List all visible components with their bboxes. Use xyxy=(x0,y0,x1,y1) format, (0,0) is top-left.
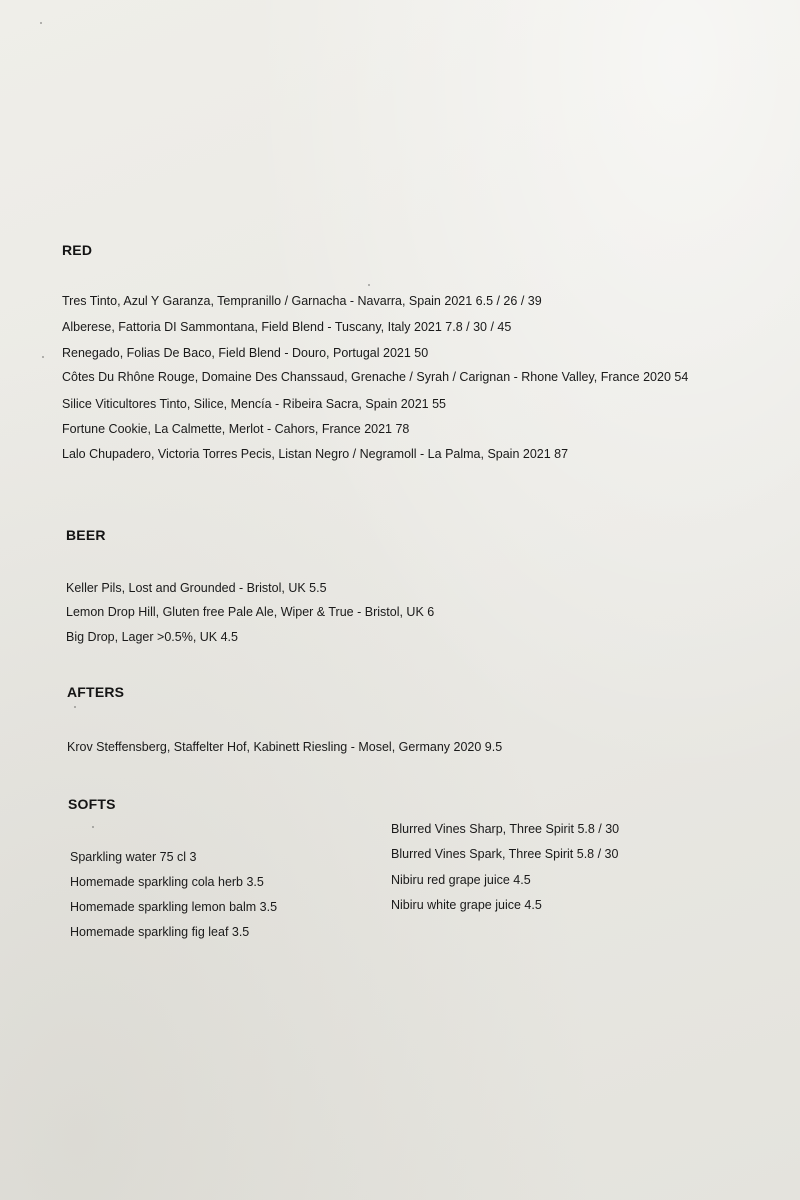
menu-item-beer-3: Big Drop, Lager >0.5%, UK 4.5 xyxy=(66,630,238,644)
paper-speck xyxy=(74,706,76,708)
menu-item-red-3: Renegado, Folias De Baco, Field Blend - Douro, Portugal 2021 50 xyxy=(62,346,429,360)
menu-item-softs-right-3: Nibiru red grape juice 4.5 xyxy=(391,873,531,887)
menu-item-red-7: Lalo Chupadero, Victoria Torres Pecis, Listan Negro / Negramoll - La Palma, Spain 2021 87 xyxy=(62,447,569,461)
menu-item-softs-right-1: Blurred Vines Sharp, Three Spirit 5.8 / 30 xyxy=(391,822,620,836)
menu-item-softs-right-2: Blurred Vines Spark, Three Spirit 5.8 / 30 xyxy=(391,847,619,861)
menu-item-red-6: Fortune Cookie, La Calmette, Merlot - Cahors, France 2021 78 xyxy=(62,422,410,436)
section-heading-beer: BEER xyxy=(66,527,106,543)
section-heading-softs: SOFTS xyxy=(68,796,116,812)
paper-speck xyxy=(42,356,44,358)
menu-item-red-2: Alberese, Fattoria DI Sammontana, Field Blend - Tuscany, Italy 2021 7.8 / 30 / 45 xyxy=(62,320,512,334)
section-heading-red: RED xyxy=(62,242,93,258)
menu-item-red-1: Tres Tinto, Azul Y Garanza, Tempranillo / Garnacha - Navarra, Spain 2021 6.5 / 26 / 39 xyxy=(62,294,542,308)
menu-item-softs-right-4: Nibiru white grape juice 4.5 xyxy=(391,898,542,912)
menu-item-afters-1: Krov Steffensberg, Staffelter Hof, Kabinett Riesling - Mosel, Germany 2020 9.5 xyxy=(67,740,503,754)
section-heading-afters: AFTERS xyxy=(67,684,125,700)
menu-item-softs-left-4: Homemade sparkling fig leaf 3.5 xyxy=(70,925,250,939)
paper-speck xyxy=(92,826,94,828)
paper-speck xyxy=(368,284,370,286)
menu-item-red-4: Côtes Du Rhône Rouge, Domaine Des Chanssaud, Grenache / Syrah / Carignan - Rhone Valley, France 2020 54 xyxy=(62,370,689,384)
menu-item-beer-2: Lemon Drop Hill, Gluten free Pale Ale, Wiper & True - Bristol, UK 6 xyxy=(66,605,435,619)
menu-item-beer-1: Keller Pils, Lost and Grounded - Bristol, UK 5.5 xyxy=(66,581,327,595)
paper-speck xyxy=(40,22,42,24)
menu-item-red-5: Silice Viticultores Tinto, Silice, Mencía - Ribeira Sacra, Spain 2021 55 xyxy=(62,397,446,411)
menu-item-softs-left-2: Homemade sparkling cola herb 3.5 xyxy=(70,875,264,889)
menu-item-softs-left-3: Homemade sparkling lemon balm 3.5 xyxy=(70,900,278,914)
menu-item-softs-left-1: Sparkling water 75 cl 3 xyxy=(70,850,197,864)
